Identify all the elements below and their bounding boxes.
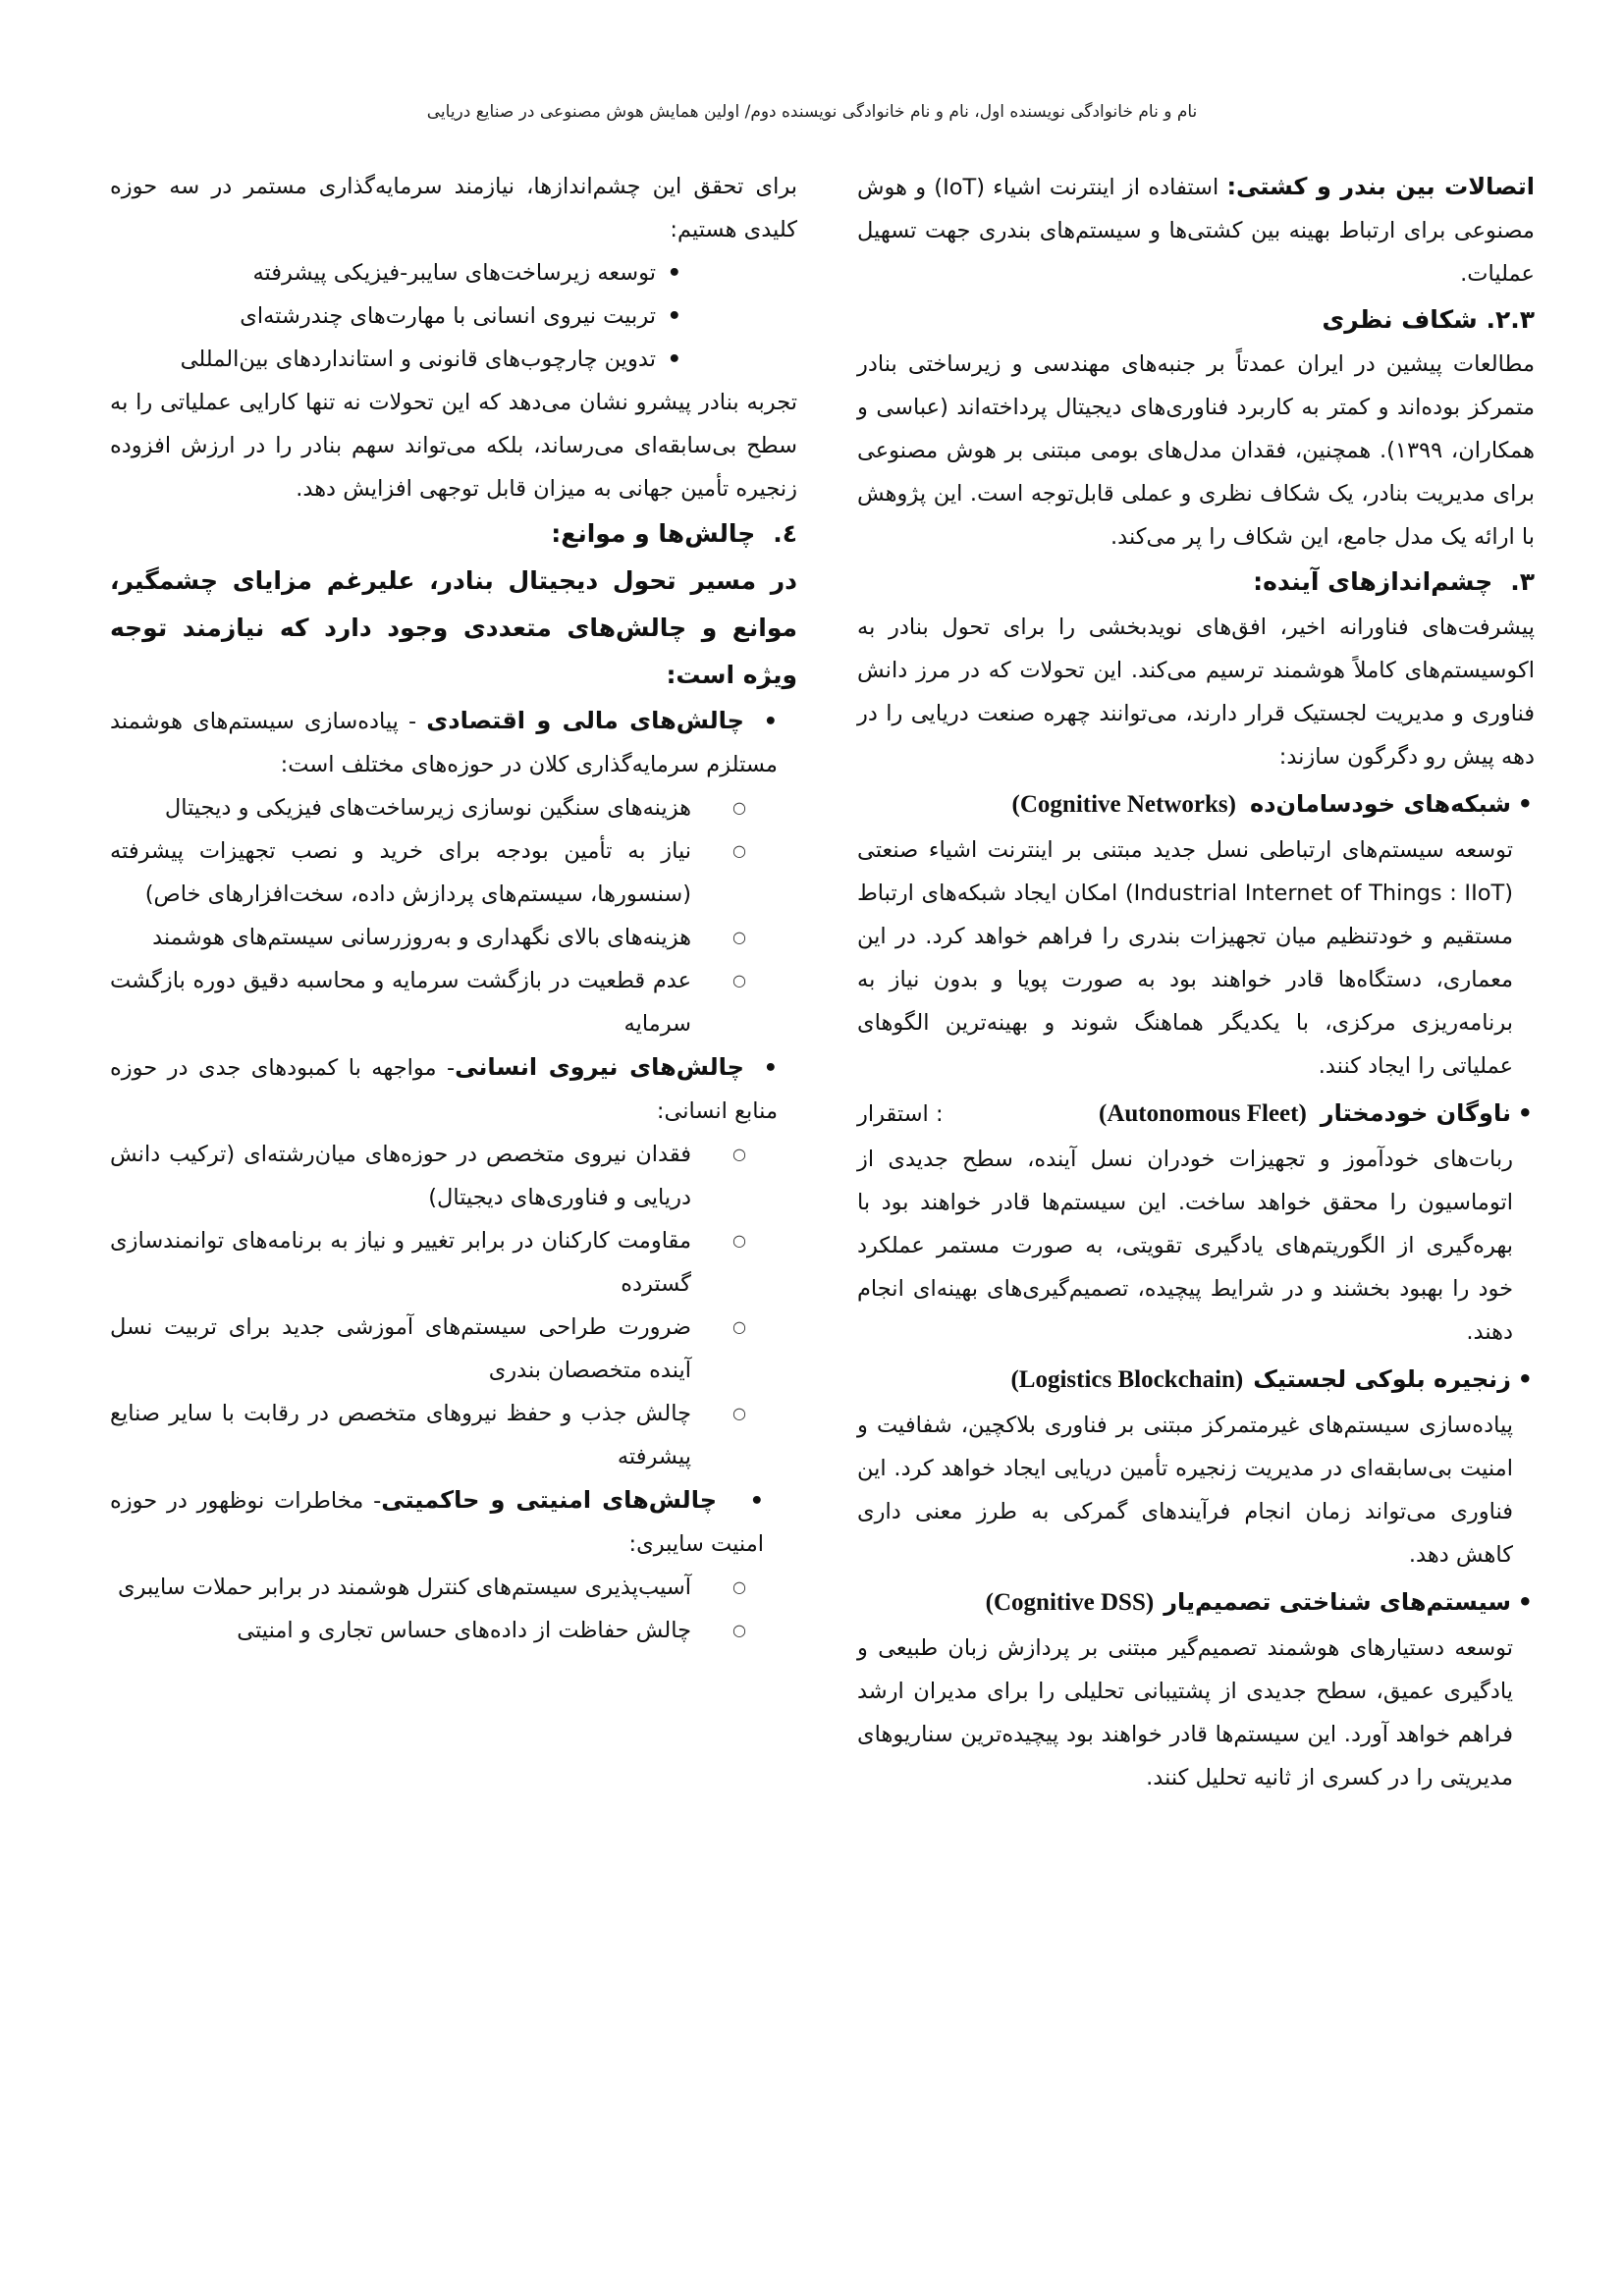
sub-item	[110, 786, 797, 829]
circle-bullet-icon: ○	[732, 1231, 746, 1250]
challenge-desc: پیاده‌سازی سیستم‌های هوشمند مستلزم سرمایه‌گذاری کلان در حوزه‌های مختلف است:	[110, 709, 778, 777]
future-item-body: توسعه دستیارهای هوشمند تصمیم‌گیر مبتنی بر پردازش زبان طبیعی و یادگیری عمیق، سطح جدیدی از پشتیبانی تحلیلی را برای مدیران ارشد فراهم خواهد آورد. این سیستم‌ها قادر خواهند بود پیچیده‌ترین سناریوهای مدیریتی را در کسری از ثانیه تحلیل کنند.	[857, 1635, 1513, 1790]
port-ship-paragraph	[857, 165, 1535, 295]
section-4-title: چالش‌ها و موانع:	[551, 519, 756, 548]
sub-item-text: عدم قطعیت در بازگشت سرمایه و محاسبه دقیق دوره بازگشت سرمایه	[110, 968, 691, 1037]
section-2-3-body: مطالعات پیشین در ایران عمدتاً بر جنبه‌های مهندسی و زیرساختی بنادر متمرکز بوده‌اند و کمتر به کاربرد فناوری‌های دیجیتال پرداخته‌اند (عباسی و همکاران، ۱۳۹۹). همچنین، فقدان مدل‌های بومی مبتنی بر هوش مصنوعی برای مدیریت بنادر، یک شکاف نظری و عملی قابل‌توجه است. این پژوهش با ارائه یک مدل جامع، این شکاف را پر می‌کند.	[857, 351, 1535, 550]
sub-item	[110, 1609, 797, 1652]
experience-paragraph: تجربه بنادر پیشرو نشان می‌دهد که این تحولات نه تنها کارایی عملیاتی را به سطح بی‌سابقه‌ای می‌رساند، بلکه می‌تواند سهم بنادر را در ارزش افزوده زنجیره تأمین جهانی به میزان قابل توجهی افزایش دهد.	[110, 390, 797, 502]
sub-item	[110, 1392, 797, 1478]
circle-bullet-icon: ○	[732, 1145, 746, 1163]
list-item-text: تربیت نیروی انسانی با مهارت‌های چندرشته‌ای	[240, 303, 656, 329]
bullet-icon: •	[1517, 790, 1533, 818]
future-item-title	[857, 780, 1535, 828]
challenge-separator: -	[363, 1488, 382, 1514]
sub-item	[110, 916, 797, 959]
list-item	[110, 294, 797, 338]
future-item-title-fa: شبکه‌های خودسامان‌ده	[1249, 790, 1511, 818]
list-item	[110, 338, 797, 381]
sub-item-text: هزینه‌های سنگین نوسازی زیرساخت‌های فیزیکی و دیجیتال	[164, 795, 691, 821]
future-item-title-en: (Logistics Blockchain)	[1010, 1366, 1244, 1393]
future-item-title-en: (Cognitive Networks)	[1011, 791, 1236, 818]
section-3-title: چشم‌اندازهای آینده:	[1253, 567, 1493, 596]
section-3-heading	[857, 559, 1535, 606]
future-item-title	[857, 1356, 1535, 1404]
circle-bullet-icon: ○	[732, 1621, 746, 1639]
running-header: نام و نام خانوادگی نویسنده اول، نام و نام خانوادگی نویسنده دوم/ اولین همایش هوش مصنوعی در صنایع دریایی	[426, 102, 1198, 122]
future-item-body: توسعه سیستم‌های ارتباطی نسل جدید مبتنی بر اینترنت اشیاء صنعتی (Industrial Internet of Things : IIoT) امکان ایجاد شبکه‌های ارتباط مستقیم و خودتنظیم میان تجهیزات بندری را فراهم خواهد کرد. در این معماری، دستگاه‌ها قادر خواهند بود به صورت پویا و بدون نیاز به برنامه‌ریزی مرکزی، با یکدیگر هماهنگ شوند و بهینه‌ترین الگوهای عملیاتی را ایجاد کنند.	[857, 837, 1513, 1079]
section-3-intro: پیشرفت‌های فناورانه اخیر، افق‌های نویدبخشی را برای تحول بنادر به اکوسیستم‌های کاملاً هوشمند ترسیم می‌کند. این تحولات که در مرز دانش فناوری و مدیریت لجستیک قرار دارند، می‌توانند چهره صنعت دریایی را در دهه پیش رو دگرگون سازند:	[857, 614, 1535, 770]
bullet-icon: •	[667, 347, 681, 372]
section-4-heading	[110, 510, 797, 558]
circle-bullet-icon: ○	[732, 971, 746, 989]
bullet-icon: •	[1517, 1099, 1533, 1127]
future-item-title	[857, 1578, 1535, 1627]
sub-item-text: فقدان نیروی متخصص در حوزه‌های میان‌رشته‌ای (ترکیب دانش دریایی و فناوری‌های دیجیتال)	[110, 1142, 691, 1210]
challenge-item	[110, 1045, 797, 1478]
circle-bullet-icon: ○	[732, 798, 746, 817]
circle-bullet-icon: ○	[732, 928, 746, 946]
section-4-intro: در مسیر تحول دیجیتال بنادر، علیرغم مزایای چشمگیر، موانع و چالش‌های متعددی وجود دارد که نیازمند توجه ویژه است:	[110, 566, 797, 689]
investment-areas-list	[110, 251, 797, 381]
bullet-icon: •	[667, 303, 681, 329]
future-item-title-fa: سیستم‌های شناختی تصمیم‌یار	[1164, 1588, 1511, 1616]
sub-item-text: مقاومت کارکنان در برابر تغییر و نیاز به برنامه‌های توانمندسازی گسترده	[110, 1228, 691, 1297]
challenge-title: چالش‌های امنیتی و حاکمیتی	[381, 1486, 718, 1514]
list-item-text: توسعه زیرساخت‌های سایبر-فیزیکی پیشرفته	[252, 260, 656, 286]
sub-item-text: هزینه‌های بالای نگهداری و به‌روزرسانی سیستم‌های هوشمند	[152, 925, 691, 950]
challenge-heading	[110, 699, 797, 786]
challenge-separator: -	[436, 1055, 456, 1081]
bullet-icon: •	[1517, 1588, 1533, 1616]
right-column	[857, 165, 1535, 1799]
future-item-title-suffix: : استقرار	[857, 1101, 944, 1127]
bullet-icon: •	[1517, 1365, 1533, 1393]
bullet-icon: •	[749, 1488, 765, 1514]
bullet-icon: •	[763, 1055, 778, 1081]
circle-bullet-icon: ○	[732, 841, 746, 860]
investment-intro: برای تحقق این چشم‌اندازها، نیازمند سرمایه‌گذاری مستمر در سه حوزه کلیدی هستیم:	[110, 174, 797, 242]
future-item-title-fa: ناوگان خودمختار	[1320, 1099, 1511, 1127]
sub-item	[110, 1133, 797, 1219]
challenge-desc: مواجهه با کمبودهای جدی در حوزه منابع انسانی:	[110, 1055, 778, 1124]
future-item-title-en: (Cognitive DSS)	[985, 1589, 1155, 1616]
challenge-item	[110, 699, 797, 1045]
port-ship-title: اتصالات بین بندر و کشتی:	[1226, 173, 1535, 200]
bullet-icon: •	[763, 709, 778, 734]
port-ship-body: استفاده از اینترنت اشیاء (IoT) و هوش مصنوعی برای ارتباط بهینه بین کشتی‌ها و سیستم‌های بندری جهت تسهیل عملیات.	[857, 175, 1535, 287]
sub-item	[110, 1219, 797, 1306]
challenge-item	[110, 1478, 797, 1652]
list-item	[110, 251, 797, 294]
future-item-body: پیاده‌سازی سیستم‌های غیرمتمرکز مبتنی بر فناوری بلاکچین، شفافیت و امنیت بی‌سابقه‌ای در مدیریت زنجیره تأمین دریایی ایجاد خواهد کرد. این فناوری می‌تواند زمان انجام فرآیندهای گمرکی به طرز معنی داری کاهش دهد.	[857, 1413, 1513, 1568]
circle-bullet-icon: ○	[732, 1317, 746, 1336]
future-item	[857, 1356, 1535, 1576]
sub-item	[110, 959, 797, 1045]
challenge-title: چالش‌های نیروی انسانی	[455, 1053, 744, 1081]
sub-item	[110, 1566, 797, 1609]
challenge-separator: -	[398, 709, 427, 734]
future-item-title-en: (Autonomous Fleet)	[1099, 1100, 1307, 1127]
sub-item-text: نیاز به تأمین بودجه برای خرید و نصب تجهیزات پیشرفته (سنسورها، سیستم‌های پردازش داده، سخت‌افزارهای خاص)	[110, 838, 691, 907]
sub-item	[110, 1306, 797, 1392]
list-item-text: تدوین چارچوب‌های قانونی و استانداردهای بین‌المللی	[180, 347, 656, 372]
challenge-heading	[110, 1478, 797, 1566]
future-item	[857, 780, 1535, 1088]
sub-item-text: چالش حفاظت از داده‌های حساس تجاری و امنیتی	[237, 1618, 691, 1643]
section-4-number: ٤.	[773, 519, 797, 548]
future-item	[857, 1578, 1535, 1799]
left-column	[110, 165, 797, 1652]
circle-bullet-icon: ○	[732, 1404, 746, 1422]
bullet-icon: •	[667, 260, 681, 286]
future-item-title-fa: زنجیره بلوکی لجستیک	[1253, 1365, 1511, 1393]
future-item-title	[857, 1090, 1535, 1138]
section-2-3-heading: ۲.۳. شکاف نظری	[1322, 305, 1535, 334]
section-3-number: ۳.	[1510, 567, 1535, 596]
challenge-desc: مخاطرات نوظهور در حوزه امنیت سایبری:	[110, 1488, 764, 1557]
sub-item-text: چالش جذب و حفظ نیروهای متخصص در رقابت با سایر صنایع پیشرفته	[110, 1401, 691, 1469]
future-item-body: ربات‌های خودآموز و تجهیزات خودران نسل آینده، سطح جدیدی از اتوماسیون را محقق خواهد ساخت. این سیستم‌ها قادر خواهند بود با بهره‌گیری از الگوریتم‌های یادگیری تقویتی، به صورت مستمر عملکرد خود را بهبود بخشند و در شرایط پیچیده، تصمیم‌گیری‌های بهینه‌ای انجام دهند.	[857, 1147, 1513, 1345]
sub-item	[110, 829, 797, 916]
challenge-title: چالش‌های مالی و اقتصادی	[426, 707, 744, 734]
circle-bullet-icon: ○	[732, 1577, 746, 1596]
challenge-heading	[110, 1045, 797, 1133]
sub-item-text: ضرورت طراحی سیستم‌های آموزشی جدید برای تربیت نسل آینده متخصصان بندری	[110, 1314, 691, 1383]
sub-item-text: آسیب‌پذیری سیستم‌های کنترل هوشمند در برابر حملات سایبری	[117, 1575, 691, 1600]
future-item	[857, 1090, 1535, 1354]
